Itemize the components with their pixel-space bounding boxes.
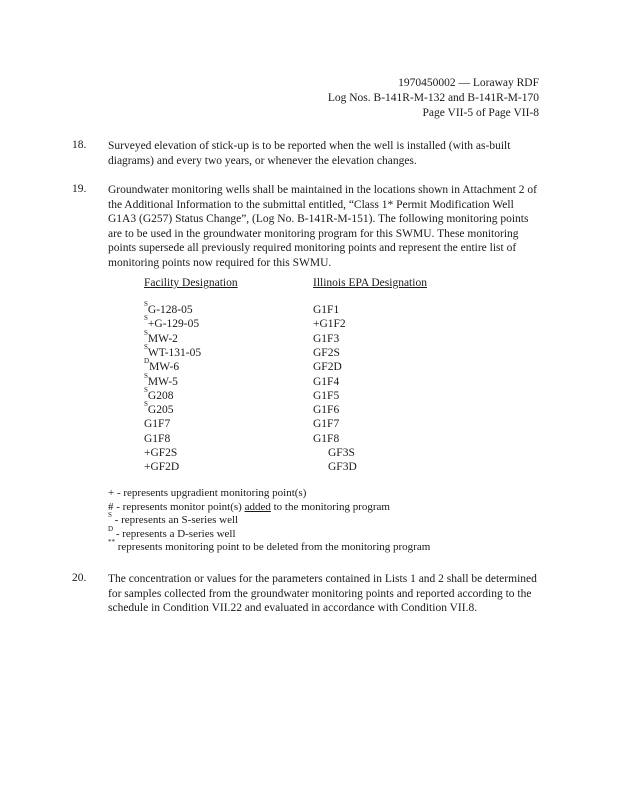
epa-designation-cell: GF2S xyxy=(313,346,340,359)
facility-designation-cell xyxy=(144,300,193,317)
legend-item xyxy=(108,501,430,515)
facility-designation-cell xyxy=(144,432,170,446)
facility-designation-cell xyxy=(144,314,200,331)
header-page-line: Page VII-5 of Page VII-8 xyxy=(422,107,539,119)
legend-text: - represents upgradient monitoring point(s) xyxy=(114,487,307,499)
epa-designation-cell: +G1F2 xyxy=(313,318,346,331)
facility-designation-value: G-128-05 xyxy=(147,304,193,316)
facility-designation-value: G208 xyxy=(147,389,174,402)
legend-emphasis: added xyxy=(244,500,271,513)
item-20-number: 20. xyxy=(72,572,87,584)
facility-designation-value: +G-129-05 xyxy=(147,318,200,331)
facility-designation-value: MW-5 xyxy=(147,375,178,388)
facility-designation-value: +GF2S xyxy=(144,447,178,459)
column-header-facility: Facility Designation xyxy=(144,277,238,289)
facility-designation-value: G1F7 xyxy=(144,418,171,431)
item-18-number: 18. xyxy=(72,139,87,151)
item-19-text: Groundwater monitoring wells shall be maintained in the locations shown in Attachment 2 of the Additional Information to the submittal entitled, “Class 1* Permit Modification Well G1A3 (G257) Status Change”, (Log No. B-141R-M-151). The following monitoring points are to be used in the groundwater monitoring program for this SWMU. These monitoring points supersede all previously required monitoring points and represent the entire list of monitoring points now required for this SWMU. xyxy=(108,184,537,269)
legend-item xyxy=(108,487,430,501)
legend-symbol: D xyxy=(108,524,114,533)
facility-designation-cell xyxy=(144,371,178,389)
well-series-marker: S xyxy=(144,342,148,351)
well-series-marker: S xyxy=(144,328,148,337)
column-header-epa: Illinois EPA Designation xyxy=(313,277,427,289)
legend-symbol: # xyxy=(108,500,114,513)
header-log-line: Log Nos. B-141R-M-132 and B-141R-M-170 xyxy=(327,92,539,104)
legend-symbol: S xyxy=(108,511,112,520)
facility-designation-value: G205 xyxy=(147,404,174,417)
item-20-text: The concentration or values for the parameters contained in Lists 1 and 2 shall be determined for samples collected from the groundwater monitoring points and reported according to the schedule in Condition VII.22 and evaluated in accordance with Condition VII.8. xyxy=(108,573,537,615)
well-series-marker: D xyxy=(144,357,150,366)
facility-designation-value: MW-2 xyxy=(147,332,178,345)
item-18-text: Surveyed elevation of stick-up is to be reported when the well is installed (with as-built diagrams) and every two years, or whenever the elevation changes. xyxy=(108,140,511,167)
facility-designation-cell xyxy=(144,357,180,374)
legend-text: - represents an S-series well xyxy=(111,514,239,527)
legend-item xyxy=(108,538,431,555)
legend-text: - represents a D-series well xyxy=(113,527,236,540)
epa-designation-cell: GF3D xyxy=(328,461,357,474)
facility-designation-value: +GF2D xyxy=(144,461,180,474)
facility-designation-cell xyxy=(144,417,170,431)
well-series-marker: S xyxy=(144,371,148,380)
epa-designation-cell: G1F4 xyxy=(313,375,340,388)
well-series-marker: S xyxy=(144,300,148,308)
facility-designation-cell xyxy=(144,342,202,360)
epa-designation-cell: GF3S xyxy=(328,447,355,459)
facility-designation-value: G1F8 xyxy=(144,432,171,445)
legend-text-suffix: to the monitoring program xyxy=(270,500,390,513)
facility-designation-cell xyxy=(144,400,174,417)
facility-designation-cell xyxy=(144,446,177,460)
item-19-number: 19. xyxy=(72,183,87,195)
document-header xyxy=(328,76,539,121)
epa-designation-cell: G1F3 xyxy=(313,332,340,345)
facility-designation-cell xyxy=(144,460,179,474)
well-series-marker: S xyxy=(144,400,148,409)
facility-designation-cell xyxy=(144,385,174,403)
legend xyxy=(108,487,430,555)
legend-symbol: + xyxy=(108,487,115,499)
facility-designation-value: MW-6 xyxy=(149,361,180,374)
legend-text: - represents monitor point(s) xyxy=(113,500,245,513)
well-series-marker: S xyxy=(144,314,148,323)
facility-designation-cell xyxy=(144,328,178,346)
epa-designation-cell: G1F1 xyxy=(313,304,340,316)
epa-designation-cell: G1F8 xyxy=(313,432,340,445)
header-permit-line: 1970450002 — Loraway RDF xyxy=(398,77,539,89)
legend-symbol: ** xyxy=(108,538,115,547)
legend-text: represents monitoring point to be deleted from the monitoring program xyxy=(115,541,431,554)
epa-designation-cell: GF2D xyxy=(313,361,342,374)
facility-designation-value: WT-131-05 xyxy=(147,346,202,359)
epa-designation-cell: G1F6 xyxy=(313,404,340,417)
legend-item xyxy=(108,511,430,528)
epa-designation-cell: G1F5 xyxy=(313,389,340,402)
legend-item xyxy=(108,524,430,542)
well-series-marker: S xyxy=(144,385,148,394)
epa-designation-cell: G1F7 xyxy=(313,418,340,431)
